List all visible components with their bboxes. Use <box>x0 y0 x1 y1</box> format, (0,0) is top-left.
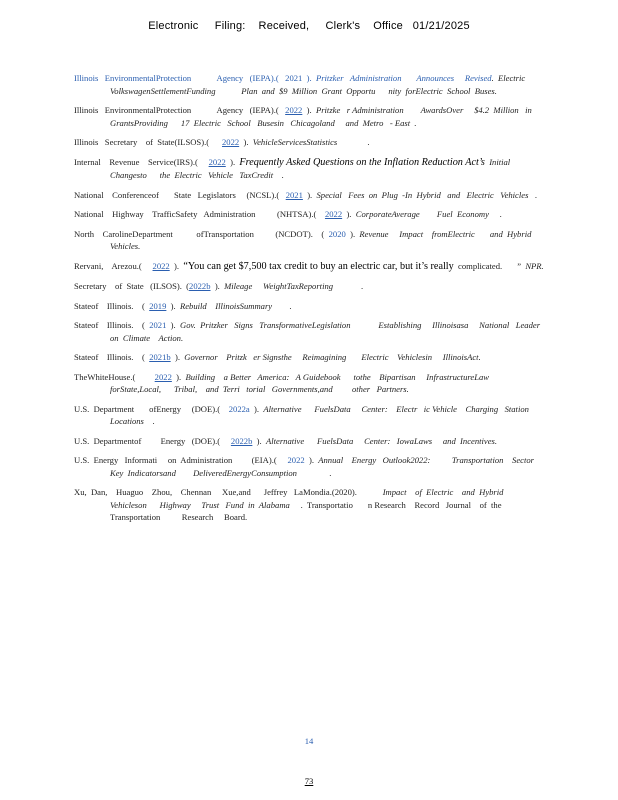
reference-text: 2022 <box>287 455 305 465</box>
reference-text: Alternative FuelsData Center: Electr ic Vehicle Charging Station Locations <box>110 403 538 426</box>
reference-year-link[interactable]: 2021b <box>149 352 171 362</box>
reference-text: ). <box>166 320 180 330</box>
reference-text: Impact of Electric and Hybrid Vehicleson Highway Trust Fund in Alabama <box>110 487 510 510</box>
reference-text: National Conferenceof State Legislators (NCSL).( <box>74 189 286 200</box>
reference-text: Xu, Dan, Huaguo Zhou, Chennan Xue,and Jeffrey LaMondia.(2020). <box>74 487 383 497</box>
reference-text: ). <box>171 371 186 382</box>
reference-entry <box>74 72 544 97</box>
reference-year-link[interactable]: 2022 <box>152 260 170 271</box>
reference-text: ). <box>302 73 316 83</box>
reference-text: Mileage WeightTaxReporting <box>224 281 334 291</box>
reference-text: ). <box>239 137 253 147</box>
reference-text: Stateof Illinois. ( <box>74 320 150 330</box>
reference-text: . <box>333 281 364 291</box>
reference-entry <box>74 104 544 129</box>
reference-entry <box>74 260 544 274</box>
filing-header: Electronic Filing: Received, Clerk's Office 01/21/2025 <box>148 20 470 32</box>
reference-year-link[interactable]: 2021 <box>285 189 303 200</box>
reference-text: Illinois EnvironmentalProtection Agency (IEPA).( <box>74 73 286 83</box>
reference-text: Initial Changesto the Electric Vehicle TaxCredit . <box>110 156 517 180</box>
reference-text: Stateof Illinois. ( <box>74 300 150 311</box>
reference-year-link[interactable]: 2022b <box>189 281 211 291</box>
reference-text: ). <box>169 260 184 271</box>
reference-text: ). <box>170 352 185 362</box>
reference-text: . Transportatio n Research Record Journal of the Transportation Research Board. <box>110 499 506 522</box>
reference-entry <box>74 454 544 479</box>
reference-entry <box>74 300 544 313</box>
reference-text: ). <box>252 435 266 446</box>
reference-entry <box>74 486 544 524</box>
reference-year-link[interactable]: 2022 <box>208 156 226 167</box>
reference-text: Rebuild IllinoisSummary <box>179 300 273 311</box>
reference-text: . <box>143 416 155 426</box>
reference-text: U.S. Department ofEnergy (DOE).( <box>74 403 229 414</box>
reference-entry <box>74 156 544 182</box>
reference-text: VehicleServicesStatistics <box>252 137 338 147</box>
reference-text: North CarolineDepartment ofTransportation (NCDOT). ( <box>74 228 329 239</box>
reference-text: CorporateAverage Fuel Economy <box>355 209 489 219</box>
reference-text: complicated. ” <box>453 260 526 271</box>
reference-entry <box>74 228 544 253</box>
reference-entry <box>74 371 544 396</box>
reference-text: Secretary of State (ILSOS). ( <box>74 281 190 291</box>
reference-text: Pritzker Administration Announces Revised <box>315 73 492 83</box>
reference-text: 2021 <box>285 73 303 83</box>
reference-text: . <box>296 467 332 478</box>
reference-text: ). <box>342 209 356 219</box>
reference-text: . <box>528 189 538 200</box>
reference-text: National Highway TrafficSafety Administration (NHTSA).( <box>74 209 325 219</box>
reference-year-link[interactable]: 2019 <box>149 300 167 311</box>
page-number: 14 <box>304 736 314 746</box>
reference-text: ). <box>166 300 180 311</box>
reference-text: NPR. <box>525 260 544 271</box>
reference-text: ). <box>304 455 319 465</box>
reference-entry <box>74 351 544 364</box>
reference-text: Revenue Impact fromElectric and Hybrid Vehicles. <box>110 228 538 251</box>
reference-text: U.S. Departmentof Energy (DOE).( <box>74 435 231 446</box>
reference-text: Pritzke r Administration AwardsOver $4.2 Million in GrantsProviding 17 Electric School Busesin Chicagoland and Metro - East . <box>110 105 537 128</box>
reference-entry <box>74 136 544 149</box>
reference-text: ). <box>210 281 225 291</box>
reference-text: ). <box>302 105 316 115</box>
reference-text: 2021 <box>149 320 167 330</box>
reference-text: Stateof Illinois. ( <box>74 352 150 362</box>
reference-text: 2022a <box>228 403 250 414</box>
reference-text: ). <box>345 228 360 239</box>
reference-text: Illinois EnvironmentalProtection Agency (IEPA).( <box>74 105 286 115</box>
reference-year-link[interactable]: 2022 <box>324 209 343 219</box>
reference-year-link[interactable]: 2022 <box>154 371 172 382</box>
reference-entry <box>74 319 549 344</box>
reference-text: ). <box>302 189 317 200</box>
reference-text: Internal Revenue Service(IRS).( <box>74 156 209 167</box>
reference-text: . <box>272 300 292 311</box>
reference-year-link[interactable]: 2022 <box>285 105 303 115</box>
reference-entry <box>74 403 544 428</box>
reference-text: . Electric VolkswagenSettlementFunding Plan and $9 Million Grant Opportu nity forElectric School Buses. <box>110 73 532 96</box>
reference-text: U.S. Energy Informati on Administration (EIA).( <box>74 455 288 465</box>
reference-text: Alternative FuelsData Center: IowaLaws and Incentives. <box>265 435 498 446</box>
reference-year-link[interactable]: 2022 <box>221 137 240 147</box>
reference-text: Frequently Asked Questions on the Inflation Reduction Act’s <box>239 156 485 168</box>
reference-text: ). <box>225 156 240 167</box>
reference-text: ). <box>249 403 264 414</box>
reference-text: Annual Energy Outlook2022: Transportation Sector Key Indicatorsand DeliveredEnergyConsumption <box>110 455 543 478</box>
reference-text: Illinois Secretary of State(ILSOS).( <box>74 137 222 147</box>
reference-text: . <box>488 209 502 219</box>
reference-entry <box>74 208 544 221</box>
reference-text: Governor Pritzk er Signsthe Reimagining Electric Vehiclesin IllinoisAct. <box>184 352 481 362</box>
reference-text: Rervani, Arezou.( <box>74 260 153 271</box>
reference-list <box>74 72 549 531</box>
reference-text: Gov. Pritzker Signs TransformativeLegislation Establishing Illinoisasa National Leader on Climate Action. <box>110 320 549 343</box>
exhibit-page-number: 73 <box>304 776 314 786</box>
reference-entry <box>74 280 544 293</box>
reference-text: Building a Better America: A Guidebook tothe Bipartisan InfrastructureLaw forState,Local, Tribal, and Terri torial Governments,and other Partners. <box>110 371 496 394</box>
reference-text: “You can get $7,500 tax credit to buy an electric car, but it’s really <box>183 260 454 272</box>
reference-text: . <box>337 137 370 147</box>
reference-text: TheWhiteHouse.( <box>74 371 155 382</box>
reference-text: Special Fees on Plug -In Hybrid and Electric Vehicles <box>316 189 529 200</box>
reference-year-link[interactable]: 2022b <box>230 435 253 446</box>
reference-entry <box>74 435 544 448</box>
reference-entry <box>74 189 544 202</box>
reference-text: 2020 <box>328 228 346 239</box>
